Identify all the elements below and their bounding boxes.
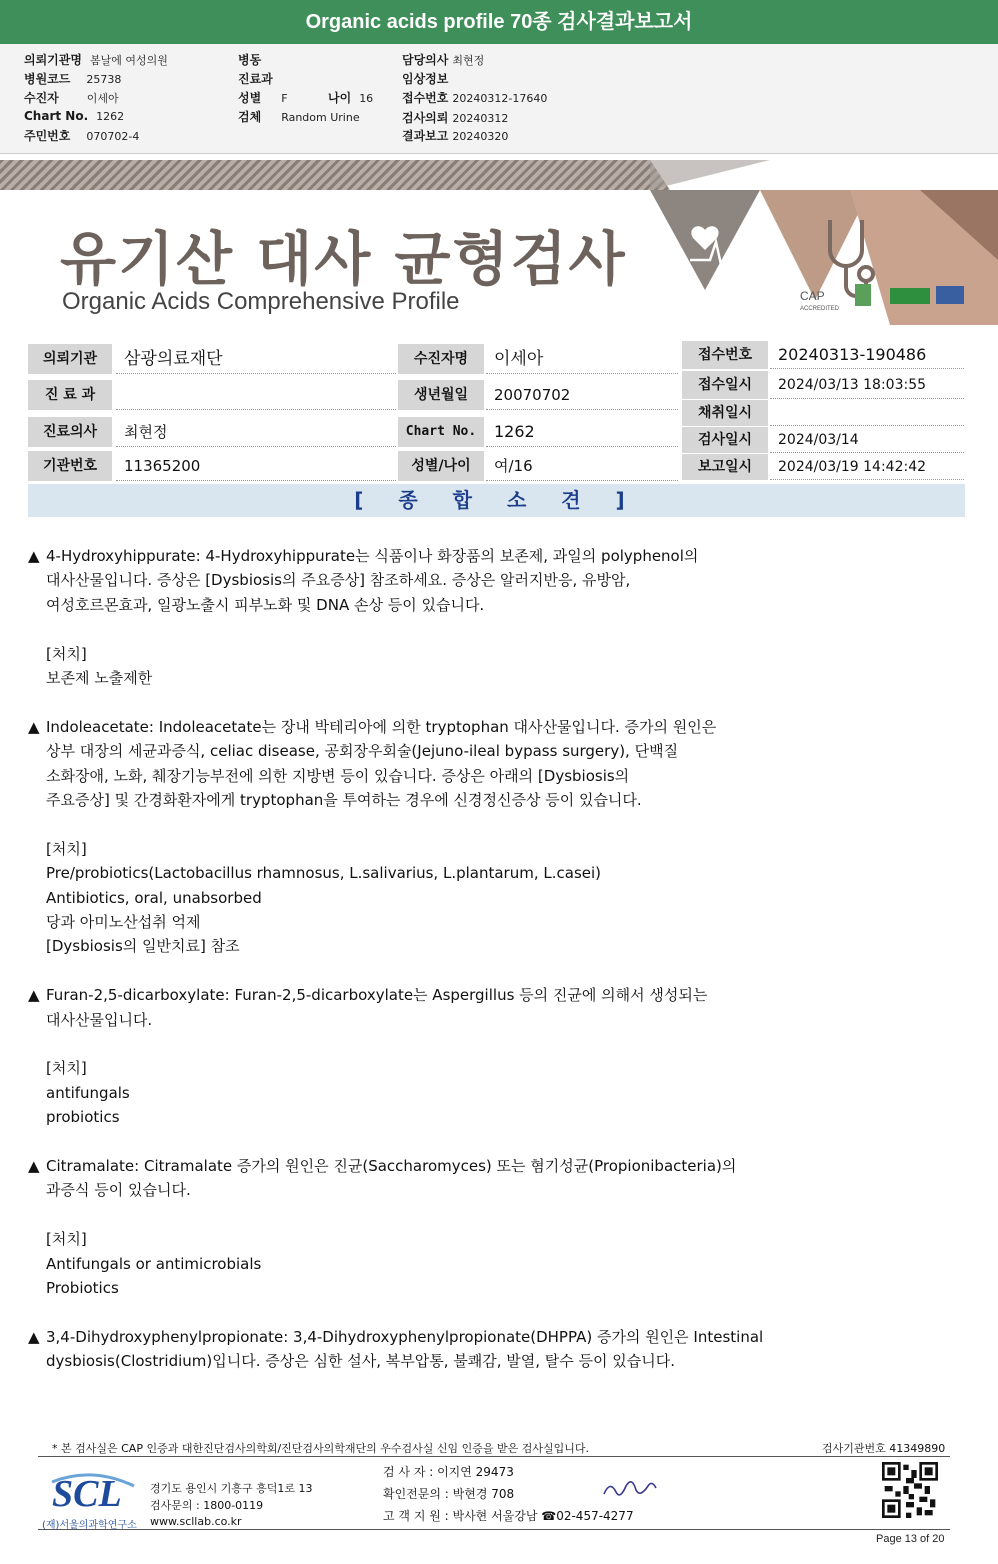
treatment-item: Antibiotics, oral, unabsorbed: [46, 888, 262, 907]
report-title: Organic acids profile 70종 검사결과보고서: [0, 0, 998, 44]
th-received-at: 접수일시: [682, 371, 768, 399]
report-info-panel: [0, 44, 998, 154]
triangle-bullet-icon: ▲: [28, 717, 40, 736]
th-accession-no: 접수번호: [682, 341, 768, 369]
th-physician: 진료의사: [28, 417, 112, 447]
cap-logo-text: CAP: [800, 289, 825, 303]
finding-item: ▲ Citramalate: Citramalate 증가의 원인은 진균(Saccharomyces) 또는 혐기성균(Propionibacteria)의 과증식 등이 있습니다. [처치] Antifungals or antimicrobials Probiotics: [28, 1154, 968, 1300]
banner-title-ko: 유기산 대사 균형검사: [60, 225, 627, 293]
treatment-item: Pre/probiotics(Lactobacillus rhamnosus, L.salivarius, L.plantarum, L.casei): [46, 864, 602, 883]
info-resident-no: 주민번호 070702-4: [24, 129, 140, 143]
scl-logo: SCL: [52, 1473, 122, 1515]
footer-tester: 검 사 자 : 이지연 29473: [383, 1465, 514, 1479]
td-institution-no: 11365200: [116, 451, 396, 481]
qr-code-icon: [882, 1462, 938, 1518]
treatment-item: Antifungals or antimicrobials: [46, 1254, 262, 1273]
treatment-label: [처치]: [46, 644, 87, 663]
certification-logo: [890, 288, 930, 304]
info-hospital: 의뢰기관명 봄날에 여성의원: [24, 53, 168, 67]
finding-item: ▲ 4-Hydroxyhippurate: 4-Hydroxyhippurate는 식품이나 화장품의 보존제, 과일의 polyphenol의 대사산물입니다. 증상은 [Dysbiosis의 주요증상] 참조하세요. 증상은 알러지반응, 유방암, 여성호르몬효과, 일광노출시 피부노화 및 DNA 손상 등이 있습니다. [처치] 보존제 노출제한: [28, 544, 968, 690]
td-accession-no: 20240313-190486: [770, 341, 964, 369]
td-tested-at: 2024/03/14: [770, 427, 964, 453]
triangle-bullet-icon: ▲: [28, 547, 40, 565]
td-received-at: 2024/03/13 18:03:55: [770, 371, 964, 399]
th-chart-no: Chart No.: [398, 417, 484, 447]
info-request-date: 검사의뢰 20240312: [402, 111, 509, 125]
th-birth-date: 생년월일: [398, 380, 484, 410]
td-sex-age: 여/16: [486, 451, 678, 481]
footer-certification-note: * 본 검사실은 CAP 인증과 대한진단검사의학회/진단검사의학재단의 우수검사실 신임 인증을 받은 검사실입니다.: [52, 1442, 590, 1455]
treatment-label: [처치]: [46, 1230, 87, 1249]
info-chart-no: Chart No. 1262: [24, 109, 125, 123]
td-collected-at: [770, 400, 964, 426]
treatment-item: 당과 아미노산섭취 억제: [46, 913, 201, 932]
findings-list: [28, 544, 968, 1398]
treatment-item: 보존제 노출제한: [46, 669, 153, 688]
td-chart-no: 1262: [486, 417, 678, 447]
page-number: Page 13 of 20: [876, 1533, 945, 1545]
td-birth-date: 20070702: [486, 380, 678, 410]
th-department: 진 료 과: [28, 380, 112, 410]
footer-support: 고 객 지 원 : 박사현 서울강남 ☎02-457-4277: [383, 1509, 634, 1523]
footer-address: 경기도 용인시 기흥구 흥덕1로 13: [150, 1482, 313, 1495]
td-patient-name: 이세아: [486, 344, 678, 374]
treatment-item: probiotics: [46, 1108, 120, 1127]
treatment-item: Probiotics: [46, 1279, 119, 1298]
finding-item: ▲ Furan-2,5-dicarboxylate: Furan-2,5-dicarboxylate는 Aspergillus 등의 진균에 의해서 생성되는 대사산물입니다. [처치] antifungals probiotics: [28, 983, 968, 1129]
info-dept: 진료과: [238, 72, 273, 86]
info-sex: 성별 F: [238, 91, 288, 105]
banner-title-en: Organic Acids Comprehensive Profile: [62, 288, 460, 315]
triangle-bullet-icon: ▲: [28, 1157, 40, 1176]
scl-org-name: (재)서울의과학연구소: [42, 1520, 137, 1531]
signature-icon: [600, 1476, 660, 1504]
td-reported-at: 2024/03/19 14:42:42: [770, 454, 964, 480]
finding-item: ▲ Indoleacetate: Indoleacetate는 장내 박테리아에 의한 tryptophan 대사산물입니다. 증가의 원인은 상부 대장의 세균과증식, celiac disease, 공회장우회술(Jejuno-ileal bypass surgery), 단백질 소화장애, 노화, 췌장기능부전에 의한 지방변 등이 있습니다. 증상은 아래의 [Dysbiosis의 주요증상] 및 간경화환자에게 tryptophan을 투여하는 경우에 신경정신증상 등이 있습니다. [처치] Pre/probiotics(Lactobacillus rhamnosus, L.salivarius, L.plantarum, L.casei) Antibiotics, oral, unabsorbed 당과 아미노산섭취 억제 [Dysbiosis의 일반치료] 참조: [28, 715, 968, 959]
triangle-bullet-icon: ▲: [28, 1327, 40, 1346]
info-patient: 수진자 이세아: [24, 91, 119, 105]
footer-website[interactable]: www.scllab.co.kr: [150, 1515, 242, 1528]
th-institution: 의뢰기관: [28, 344, 112, 374]
td-institution: 삼광의료재단: [116, 344, 396, 374]
th-sex-age: 성별/나이: [398, 451, 484, 481]
info-age: 나이 16: [328, 91, 374, 105]
summary-section-title: [ 종 합 소 견 ]: [28, 484, 965, 517]
certification-logo: [936, 286, 964, 304]
info-doctor: 담당의사 최현정: [402, 53, 485, 67]
footer-divider: [38, 1456, 950, 1457]
th-tested-at: 검사일시: [682, 427, 768, 453]
treatment-label: [처치]: [46, 839, 87, 858]
th-patient-name: 수진자명: [398, 344, 484, 374]
certification-logo: [855, 284, 871, 306]
info-hospital-code: 병원코드 25738: [24, 72, 122, 86]
info-report-date: 결과보고 20240320: [402, 129, 509, 143]
td-physician: 최현정: [116, 417, 396, 447]
info-clinical: 임상정보: [402, 72, 449, 86]
info-accession: 접수번호 20240312-17640: [402, 91, 548, 105]
th-reported-at: 보고일시: [682, 454, 768, 480]
th-collected-at: 채취일시: [682, 400, 768, 426]
banner-decoration: [650, 160, 998, 325]
treatment-item: [Dysbiosis의 일반치료] 참조: [46, 937, 240, 956]
th-institution-no: 기관번호: [28, 451, 112, 481]
footer-lab-code: 검사기관번호 41349890: [822, 1442, 946, 1455]
triangle-bullet-icon: ▲: [28, 986, 40, 1005]
treatment-item: antifungals: [46, 1083, 130, 1102]
treatment-label: [처치]: [46, 1059, 87, 1078]
finding-item: ▲ 3,4-Dihydroxyphenylpropionate: 3,4-Dihydroxyphenylpropionate(DHPPA) 증가의 원인은 Intestinal dysbiosis(Clostridium)입니다. 증상은 심한 설사, 복부압통, 불쾌감, 발열, 탈수 등이 있습니다.: [28, 1325, 968, 1374]
cap-logo-sub: ACCREDITED: [800, 306, 840, 312]
footer-divider: [38, 1529, 950, 1530]
td-department: [116, 380, 396, 410]
info-ward: 병동: [238, 53, 262, 67]
footer-phone: 검사문의 : 1800-0119: [150, 1499, 264, 1512]
footer-specialist: 확인전문의 : 박현경 708: [383, 1487, 515, 1501]
info-specimen: 검체 Random Urine: [238, 110, 360, 124]
